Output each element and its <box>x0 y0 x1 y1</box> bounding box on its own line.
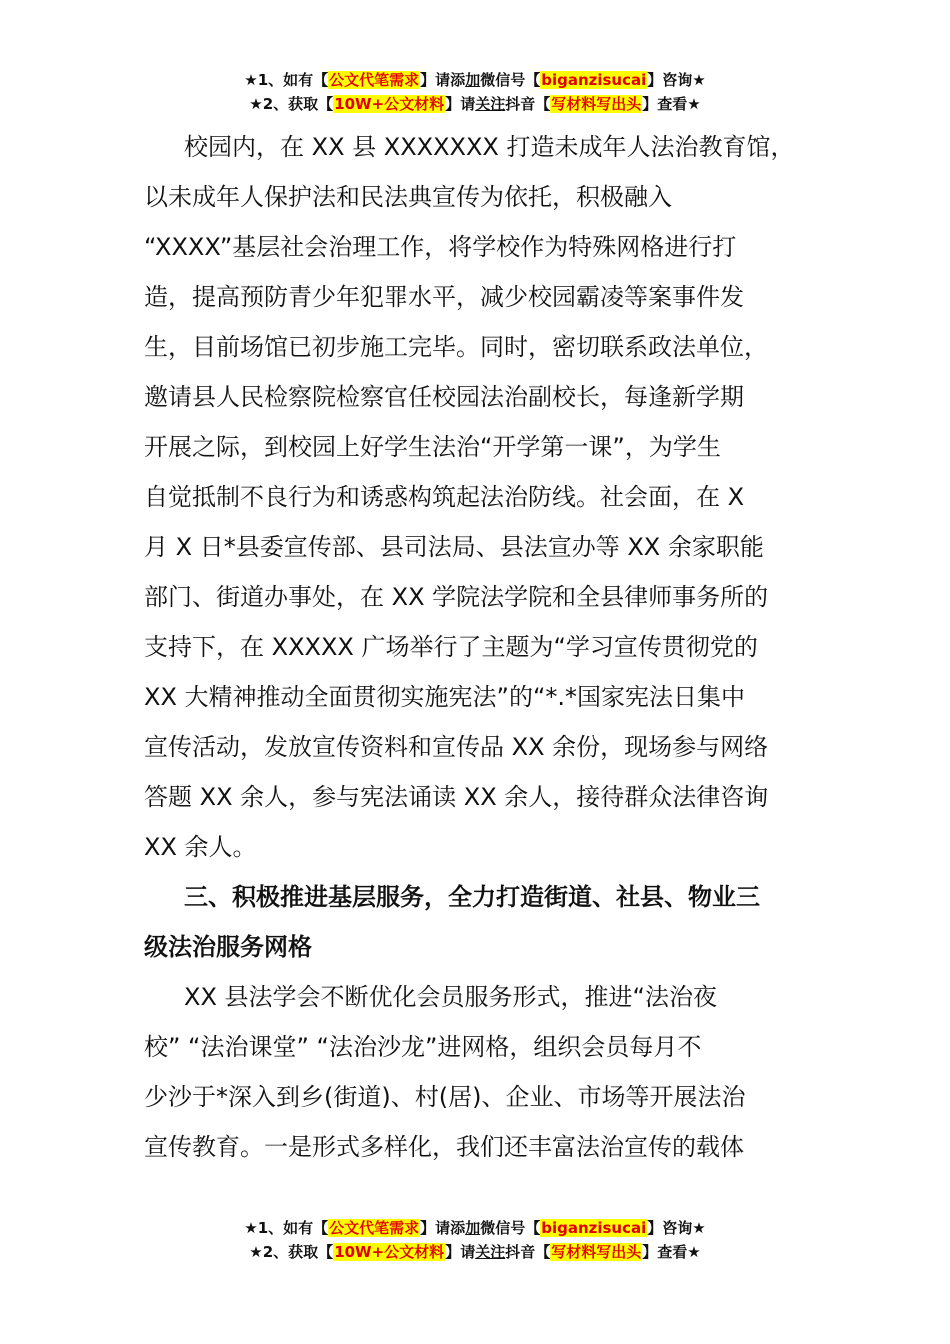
text-line: 少沙于*深入到乡(街道)、村(居)、企业、市场等开展法治 <box>144 1083 746 1111</box>
banner-highlight: 10W+公文材料 <box>334 95 445 113</box>
text-line: 月 X 日*县委宣传部、县司法局、县法宣办等 XX 余家职能 <box>144 533 764 561</box>
banner-text: 抖音【 <box>505 95 551 113</box>
text-line: 答题 XX 余人，参与宪法诵读 XX 余人，接待群众法律咨询 <box>144 783 769 811</box>
banner-line-2 <box>0 1240 950 1264</box>
banner-highlight: 写材料写出头 <box>551 95 642 113</box>
banner-underlined-text: 加 <box>465 1219 481 1237</box>
text-line: XX 大精神推动全面贯彻实施宪法”的“*.*国家宪法日集中 <box>144 683 746 711</box>
header-banner <box>0 68 950 116</box>
document-body <box>144 122 824 1172</box>
text-line: 校” “法治课堂” “法治沙龙”进网格，组织会员每月不 <box>144 1033 702 1061</box>
text-line: 自觉抵制不良行为和诱惑构筑起法治防线。社会面，在 X <box>144 483 745 511</box>
paragraph-2 <box>144 972 824 1172</box>
text-line: 宣传活动，发放宣传资料和宣传品 XX 余份，现场参与网络 <box>144 733 769 761</box>
banner-underlined-text: 关注 <box>475 1243 506 1261</box>
text-line: 支持下，在 XXXXX 广场举行了主题为“学习宣传贯彻党的 <box>144 633 758 661</box>
banner-text: 】请添 <box>420 71 466 89</box>
banner-text: ★1、如有【 <box>244 1219 329 1237</box>
banner-text: 】查看★ <box>642 95 701 113</box>
banner-line-1 <box>0 1216 950 1240</box>
banner-text: 】请 <box>445 1243 476 1261</box>
text-line: XX 县法学会不断优化会员服务形式，推进“法治夜 <box>184 983 717 1011</box>
text-line: 部门、街道办事处，在 XX 学院法学院和全县律师事务所的 <box>144 583 769 611</box>
banner-text: 】咨询★ <box>647 71 706 89</box>
banner-highlight: 写材料写出头 <box>551 1243 642 1261</box>
banner-highlight: biganzisucai <box>541 1219 647 1237</box>
banner-line-2 <box>0 92 950 116</box>
text-line: 宣传教育。一是形式多样化，我们还丰富法治宣传的载体 <box>144 1133 744 1161</box>
banner-text: 】查看★ <box>642 1243 701 1261</box>
footer-banner <box>0 1216 950 1264</box>
banner-text: 微信号【 <box>480 71 541 89</box>
banner-text: ★1、如有【 <box>244 71 329 89</box>
banner-highlight: 10W+公文材料 <box>334 1243 445 1261</box>
banner-text: ★2、获取【 <box>249 1243 334 1261</box>
text-line: 邀请县人民检察院检察官任校园法治副校长，每逢新学期 <box>144 383 744 411</box>
text-line: XX 余人。 <box>144 833 257 861</box>
banner-line-1 <box>0 68 950 92</box>
banner-underlined-text: 关注 <box>475 95 506 113</box>
banner-highlight: biganzisucai <box>541 71 647 89</box>
banner-text: ★2、获取【 <box>249 95 334 113</box>
banner-underlined-text: 加 <box>465 71 481 89</box>
banner-highlight: 公文代笔需求 <box>329 1219 420 1237</box>
banner-text: 】请 <box>445 95 476 113</box>
banner-text: 抖音【 <box>505 1243 551 1261</box>
banner-text: 微信号【 <box>480 1219 541 1237</box>
text-line: 开展之际，到校园上好学生法治“开学第一课”，为学生 <box>144 433 721 461</box>
text-line: 以未成年人保护法和民法典宣传为依托，积极融入 <box>144 183 672 211</box>
text-line: 造，提高预防青少年犯罪水平，减少校园霸凌等案事件发 <box>144 283 744 311</box>
banner-text: 】咨询★ <box>647 1219 706 1237</box>
paragraph-1 <box>144 122 824 872</box>
section-heading <box>144 872 824 972</box>
banner-highlight: 公文代笔需求 <box>329 71 420 89</box>
banner-text: 】请添 <box>420 1219 466 1237</box>
text-line: 校园内，在 XX 县 XXXXXXX 打造未成年人法治教育馆， <box>184 133 795 161</box>
text-line: “XXXX”基层社会治理工作，将学校作为特殊网格进行打 <box>144 233 737 261</box>
heading-line: 级法治服务网格 <box>144 933 312 961</box>
text-line: 生，目前场馆已初步施工完毕。同时，密切联系政法单位， <box>144 333 768 361</box>
heading-line: 三、积极推进基层服务，全力打造街道、社县、物业三 <box>184 883 760 911</box>
